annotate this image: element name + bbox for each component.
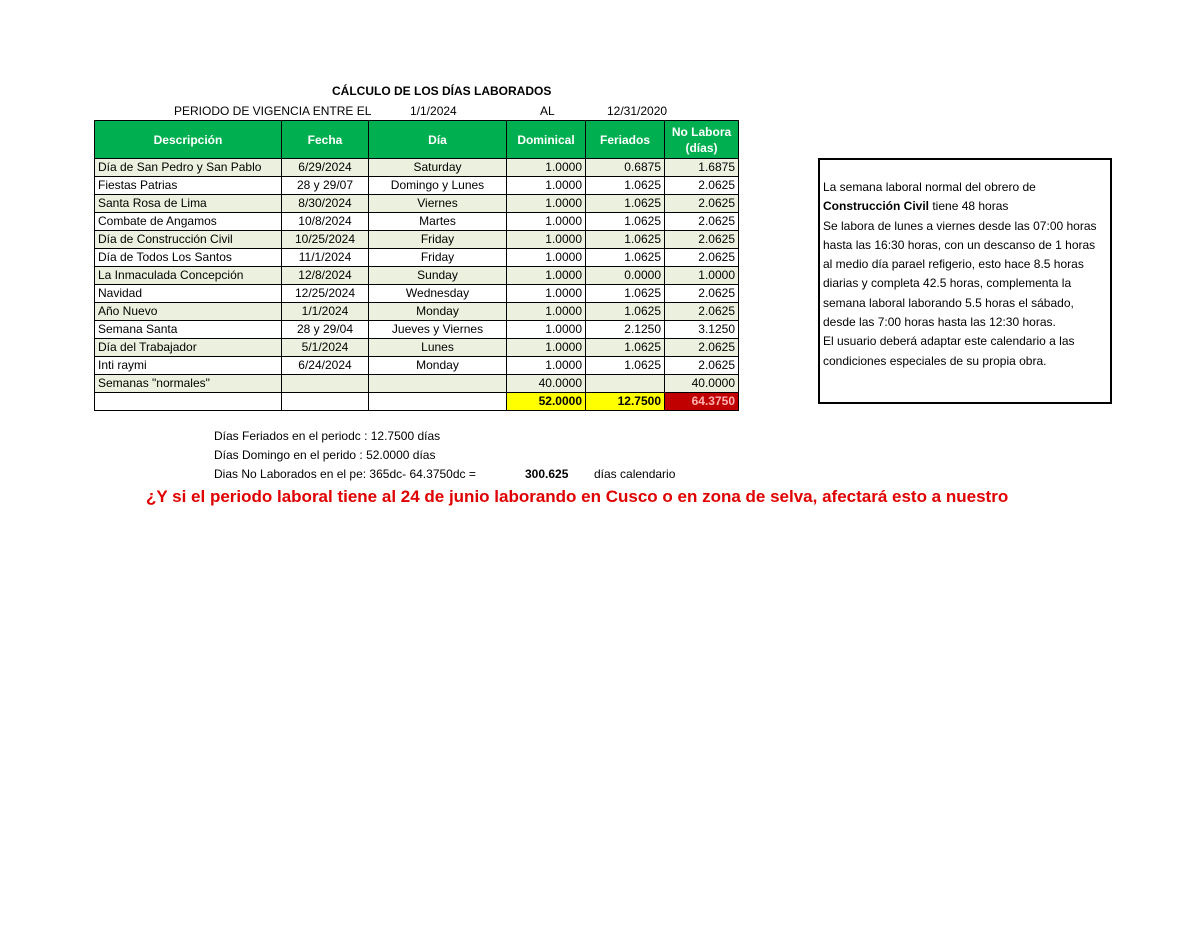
cell-fecha[interactable] bbox=[282, 375, 369, 393]
header-no-labora bbox=[665, 121, 739, 159]
cell-descripcion[interactable]: Día de Todos Los Santos bbox=[95, 249, 282, 267]
cell-dominical[interactable]: 1.0000 bbox=[507, 303, 586, 321]
cell-dominical[interactable]: 1.0000 bbox=[507, 249, 586, 267]
note-line2 bbox=[823, 197, 1107, 216]
summary-no-laborados: Dias No Laborados en el pe: 365dc- 64.3750dc = bbox=[214, 467, 476, 481]
cell-fecha[interactable]: 11/1/2024 bbox=[282, 249, 369, 267]
cell-dominical[interactable]: 1.0000 bbox=[507, 321, 586, 339]
question-text: ¿Y si el periodo laboral tiene al 24 de junio laborando en Cusco o en zona de selva, afectará esto a nuestro bbox=[146, 487, 1009, 506]
cell-feriados[interactable]: 1.0625 bbox=[586, 195, 665, 213]
cell-dominical[interactable]: 1.0000 bbox=[507, 285, 586, 303]
note-body: Se labora de lunes a viernes desde las 07:00 horas hasta las 16:30 horas, con un descanso de 1 horas al medio día parael refigerio, esto hace 8.5 horas diarias y completa 42.5 horas, complementa la semana laboral laborando 5.5 horas el sábado, desde las 7:00 horas hasta las 12:30 horas. bbox=[823, 218, 1097, 330]
table-row bbox=[95, 249, 739, 267]
table-row bbox=[95, 267, 739, 285]
cell-no-labora[interactable]: 2.0625 bbox=[665, 213, 739, 231]
cell-no-labora[interactable]: 1.0000 bbox=[665, 267, 739, 285]
summary-domingo: Días Domingo en el perido : 52.0000 días bbox=[214, 448, 436, 462]
cell-feriados[interactable] bbox=[586, 375, 665, 393]
periodo-label: PERIODO DE VIGENCIA ENTRE EL bbox=[174, 104, 372, 118]
cell-dia[interactable]: Wednesday bbox=[369, 285, 507, 303]
holidays-table bbox=[94, 120, 739, 411]
cell-dominical[interactable]: 1.0000 bbox=[507, 267, 586, 285]
cell-feriados[interactable]: 1.0625 bbox=[586, 249, 665, 267]
cell-descripcion[interactable]: Día de San Pedro y San Pablo bbox=[95, 159, 282, 177]
cell-dia[interactable]: Friday bbox=[369, 231, 507, 249]
cell-fecha[interactable]: 28 y 29/07 bbox=[282, 177, 369, 195]
cell-descripcion[interactable]: Navidad bbox=[95, 285, 282, 303]
periodo-al-label: AL bbox=[540, 104, 555, 118]
table-header-row bbox=[95, 121, 739, 159]
cell-descripcion[interactable]: Combate de Angamos bbox=[95, 213, 282, 231]
cell-dominical[interactable]: 1.0000 bbox=[507, 213, 586, 231]
cell-dia[interactable]: Sunday bbox=[369, 267, 507, 285]
cell-fecha[interactable]: 12/8/2024 bbox=[282, 267, 369, 285]
page-title: CÁLCULO DE LOS DÍAS LABORADOS bbox=[332, 84, 552, 98]
cell-dia[interactable]: Lunes bbox=[369, 339, 507, 357]
cell-dia[interactable] bbox=[369, 375, 507, 393]
table-row bbox=[95, 321, 739, 339]
cell-fecha[interactable]: 6/29/2024 bbox=[282, 159, 369, 177]
cell-descripcion[interactable]: Año Nuevo bbox=[95, 303, 282, 321]
cell-no-labora[interactable]: 2.0625 bbox=[665, 303, 739, 321]
cell-no-labora[interactable]: 2.0625 bbox=[665, 231, 739, 249]
summary-feriados: Días Feriados en el periodc : 12.7500 días bbox=[214, 429, 441, 443]
header-dominical: Dominical bbox=[507, 121, 586, 159]
cell-no-labora[interactable]: 2.0625 bbox=[665, 177, 739, 195]
totals-empty-desc bbox=[95, 393, 282, 411]
cell-dominical[interactable]: 1.0000 bbox=[507, 195, 586, 213]
cell-feriados[interactable]: 1.0625 bbox=[586, 357, 665, 375]
header-no-labora-line2: (días) bbox=[685, 140, 718, 155]
cell-descripcion[interactable]: La Inmaculada Concepción bbox=[95, 267, 282, 285]
total-no-labora[interactable]: 64.3750 bbox=[665, 393, 739, 411]
table-row bbox=[95, 231, 739, 249]
cell-feriados[interactable]: 2.1250 bbox=[586, 321, 665, 339]
cell-feriados[interactable]: 1.0625 bbox=[586, 303, 665, 321]
cell-dia[interactable]: Viernes bbox=[369, 195, 507, 213]
cell-fecha[interactable]: 6/24/2024 bbox=[282, 357, 369, 375]
cell-feriados[interactable]: 1.0625 bbox=[586, 339, 665, 357]
table-body bbox=[95, 159, 739, 393]
table-row bbox=[95, 159, 739, 177]
note-body2: El usuario deberá adaptar este calendario a las condiciones especiales de su propia obra. bbox=[823, 334, 1075, 368]
cell-dia[interactable]: Monday bbox=[369, 303, 507, 321]
cell-descripcion[interactable]: Santa Rosa de Lima bbox=[95, 195, 282, 213]
cell-fecha[interactable]: 10/8/2024 bbox=[282, 213, 369, 231]
cell-fecha[interactable]: 5/1/2024 bbox=[282, 339, 369, 357]
cell-no-labora[interactable]: 2.0625 bbox=[665, 357, 739, 375]
table-row bbox=[95, 303, 739, 321]
table-row bbox=[95, 195, 739, 213]
cell-no-labora[interactable]: 1.6875 bbox=[665, 159, 739, 177]
header-descripcion: Descripción bbox=[95, 121, 282, 159]
cell-dia[interactable]: Monday bbox=[369, 357, 507, 375]
periodo-start-date[interactable]: 1/1/2024 bbox=[410, 104, 457, 118]
table-row bbox=[95, 177, 739, 195]
summary-no-laborados-unit: días calendario bbox=[594, 467, 676, 481]
cell-no-labora[interactable]: 2.0625 bbox=[665, 249, 739, 267]
cell-dia[interactable]: Saturday bbox=[369, 159, 507, 177]
cell-dominical[interactable]: 1.0000 bbox=[507, 339, 586, 357]
cell-feriados[interactable]: 1.0625 bbox=[586, 177, 665, 195]
total-feriados[interactable]: 12.7500 bbox=[586, 393, 665, 411]
cell-descripcion[interactable]: Día de Construcción Civil bbox=[95, 231, 282, 249]
cell-fecha[interactable]: 8/30/2024 bbox=[282, 195, 369, 213]
cell-fecha[interactable]: 12/25/2024 bbox=[282, 285, 369, 303]
cell-no-labora[interactable]: 2.0625 bbox=[665, 285, 739, 303]
cell-fecha[interactable]: 28 y 29/04 bbox=[282, 321, 369, 339]
totals-row bbox=[95, 393, 739, 411]
note-line2-rest: tiene 48 horas bbox=[929, 199, 1009, 214]
table-row bbox=[95, 213, 739, 231]
cell-dia[interactable]: Friday bbox=[369, 249, 507, 267]
cell-dia[interactable]: Domingo y Lunes bbox=[369, 177, 507, 195]
cell-descripcion[interactable]: Semana Santa bbox=[95, 321, 282, 339]
cell-no-labora[interactable]: 40.0000 bbox=[665, 375, 739, 393]
cell-descripcion[interactable]: Día del Trabajador bbox=[95, 339, 282, 357]
header-feriados: Feriados bbox=[586, 121, 665, 159]
table-row bbox=[95, 375, 739, 393]
periodo-end-date[interactable]: 12/31/2020 bbox=[607, 104, 668, 118]
table-row bbox=[95, 339, 739, 357]
cell-no-labora[interactable]: 2.0625 bbox=[665, 339, 739, 357]
cell-descripcion[interactable]: Fiestas Patrias bbox=[95, 177, 282, 195]
cell-dia[interactable]: Martes bbox=[369, 213, 507, 231]
cell-feriados[interactable]: 1.0625 bbox=[586, 285, 665, 303]
cell-dominical[interactable]: 1.0000 bbox=[507, 357, 586, 375]
cell-feriados[interactable]: 0.6875 bbox=[586, 159, 665, 177]
total-dominical[interactable]: 52.0000 bbox=[507, 393, 586, 411]
table-row bbox=[95, 357, 739, 375]
cell-dominical[interactable]: 1.0000 bbox=[507, 177, 586, 195]
cell-descripcion[interactable]: Inti raymi bbox=[95, 357, 282, 375]
note-line2-bold: Construcción Civil bbox=[823, 199, 930, 214]
cell-feriados[interactable]: 1.0625 bbox=[586, 231, 665, 249]
cell-dominical[interactable]: 1.0000 bbox=[507, 231, 586, 249]
cell-no-labora[interactable]: 2.0625 bbox=[665, 195, 739, 213]
header-no-labora-line1: No Labora bbox=[671, 124, 732, 139]
header-fecha: Fecha bbox=[282, 121, 369, 159]
note-line1: La semana laboral normal del obrero de bbox=[823, 180, 1036, 194]
cell-no-labora[interactable]: 3.1250 bbox=[665, 321, 739, 339]
cell-dia[interactable]: Jueves y Viernes bbox=[369, 321, 507, 339]
cell-dominical[interactable]: 40.0000 bbox=[507, 375, 586, 393]
header-dia: Día bbox=[369, 121, 507, 159]
cell-descripcion[interactable]: Semanas "normales" bbox=[95, 375, 282, 393]
cell-feriados[interactable]: 1.0625 bbox=[586, 213, 665, 231]
cell-dominical[interactable]: 1.0000 bbox=[507, 159, 586, 177]
totals-empty-dia bbox=[369, 393, 507, 411]
totals-empty-fecha bbox=[282, 393, 369, 411]
cell-feriados[interactable]: 0.0000 bbox=[586, 267, 665, 285]
table-row bbox=[95, 285, 739, 303]
summary-no-laborados-value[interactable]: 300.625 bbox=[525, 467, 569, 481]
note-box bbox=[818, 158, 1112, 404]
cell-fecha[interactable]: 10/25/2024 bbox=[282, 231, 369, 249]
cell-fecha[interactable]: 1/1/2024 bbox=[282, 303, 369, 321]
